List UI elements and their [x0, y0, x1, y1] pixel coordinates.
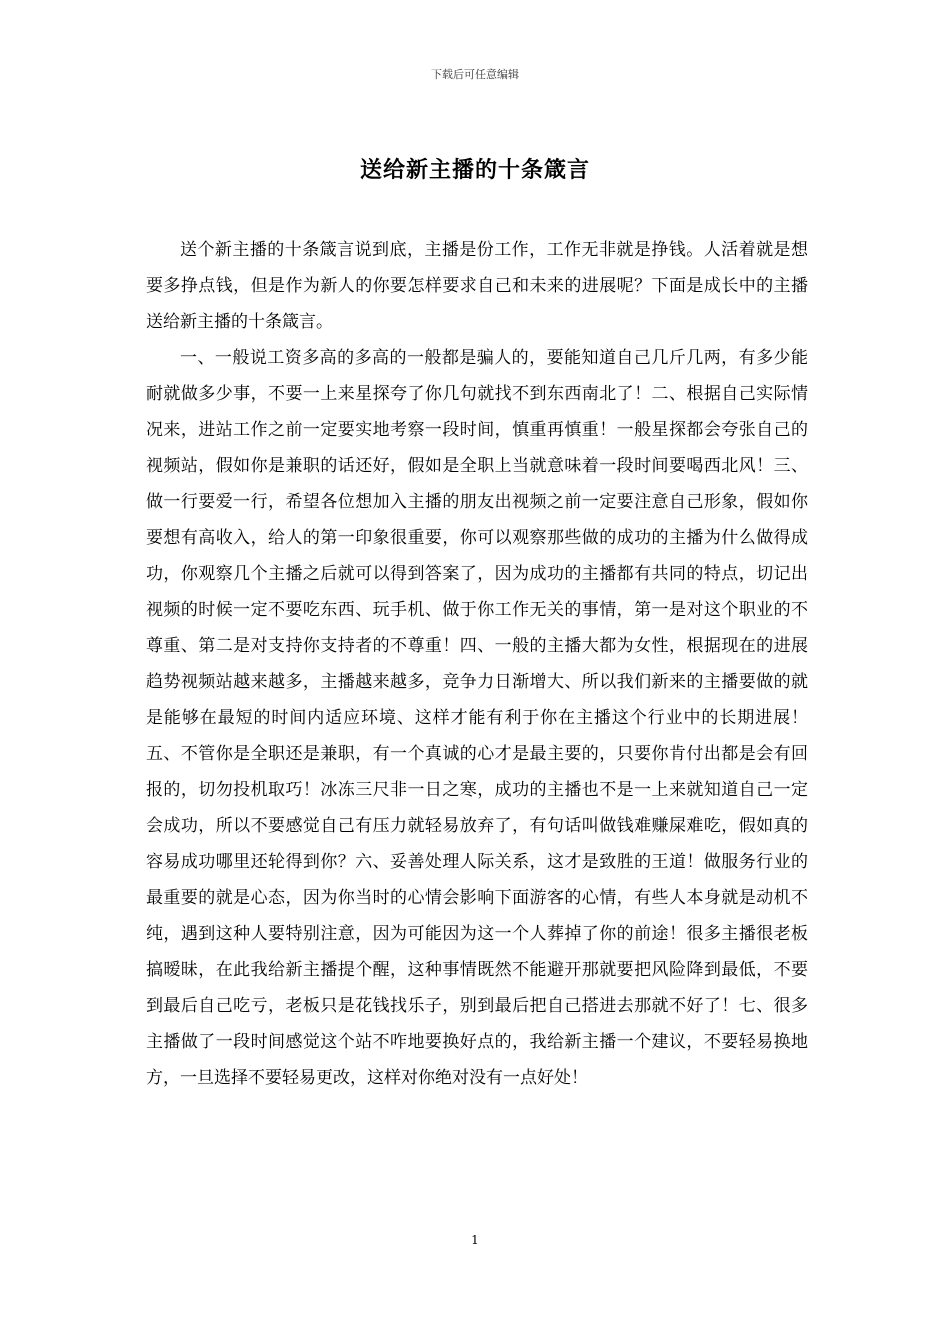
paragraph-main: 一、一般说工资多高的多高的一般都是骗人的，要能知道自己几斤几两，有多少能耐就做多少事，不要一上来星探夸了你几句就找不到东西南北了！二、根据自己实际情况来，进站工作之前一定要实地考察一段时间，慎重再慎重！一般星探都会夸张自己的视频站，假如你是兼职的话还好，假如是全职上当就意味着一段时间要喝西北风！三、做一行要爱一行，希望各位想加入主播的朋友出视频之前一定要注意自己形象，假如你要想有高收入，给人的第一印象很重要，你可以观察那些做的成功的主播为什么做得成功，你观察几个主播之后就可以得到答案了，因为成功的主播都有共同的特点，切记出视频的时候一定不要吃东西、玩手机、做于你工作无关的事情，第一是对这个职业的不尊重、第二是对支持你支持者的不尊重！四、一般的主播大都为女性，根据现在的进展趋势视频站越来越多，主播越来越多，竞争力日渐增大、所以我们新来的主播要做的就是能够在最短的时间内适应环境、这样才能有利于你在主播这个行业中的长期进展！五、不管你是全职还是兼职，有一个真诚的心才是最主要的，只要你肯付出都是会有回报的，切勿投机取巧！冰冻三尺非一日之寒，成功的主播也不是一上来就知道自己一定会成功，所以不要感觉自己有压力就轻易放弃了，有句话叫做钱难赚屎难吃，假如真的容易成功哪里还轮得到你？六、妥善处理人际关系，这才是致胜的王道！做服务行业的最重要的就是心态，因为你当时的心情会影响下面游客的心情，有些人本身就是动机不纯，遇到这种人要特别注意，因为可能因为这一个人葬掉了你的前途！很多主播很老板搞暧昧，在此我给新主播提个醒，这种事情既然不能避开那就要把风险降到最低，不要到最后自己吃亏，老板只是花钱找乐子，别到最后把自己搭进去那就不好了！七、很多主播做了一段时间感觉这个站不咋地要换好点的，我给新主播一个建议，不要轻易换地方，一旦选择不要轻易更改，这样对你绝对没有一点好处！ [146, 348, 808, 1088]
paragraph-intro: 送个新主播的十条箴言说到底，主播是份工作，工作无非就是挣钱。人活着就是想要多挣点钱，但是作为新人的你要怎样要求自己和未来的进展呢？下面是成长中的主播送给新主播的十条箴言。 [146, 240, 808, 332]
document-body [146, 232, 808, 1096]
header-note: 下载后可任意编辑 [431, 68, 519, 81]
document-title: 送给新主播的十条箴言 [359, 157, 590, 183]
page-number: 1 [471, 1233, 479, 1247]
